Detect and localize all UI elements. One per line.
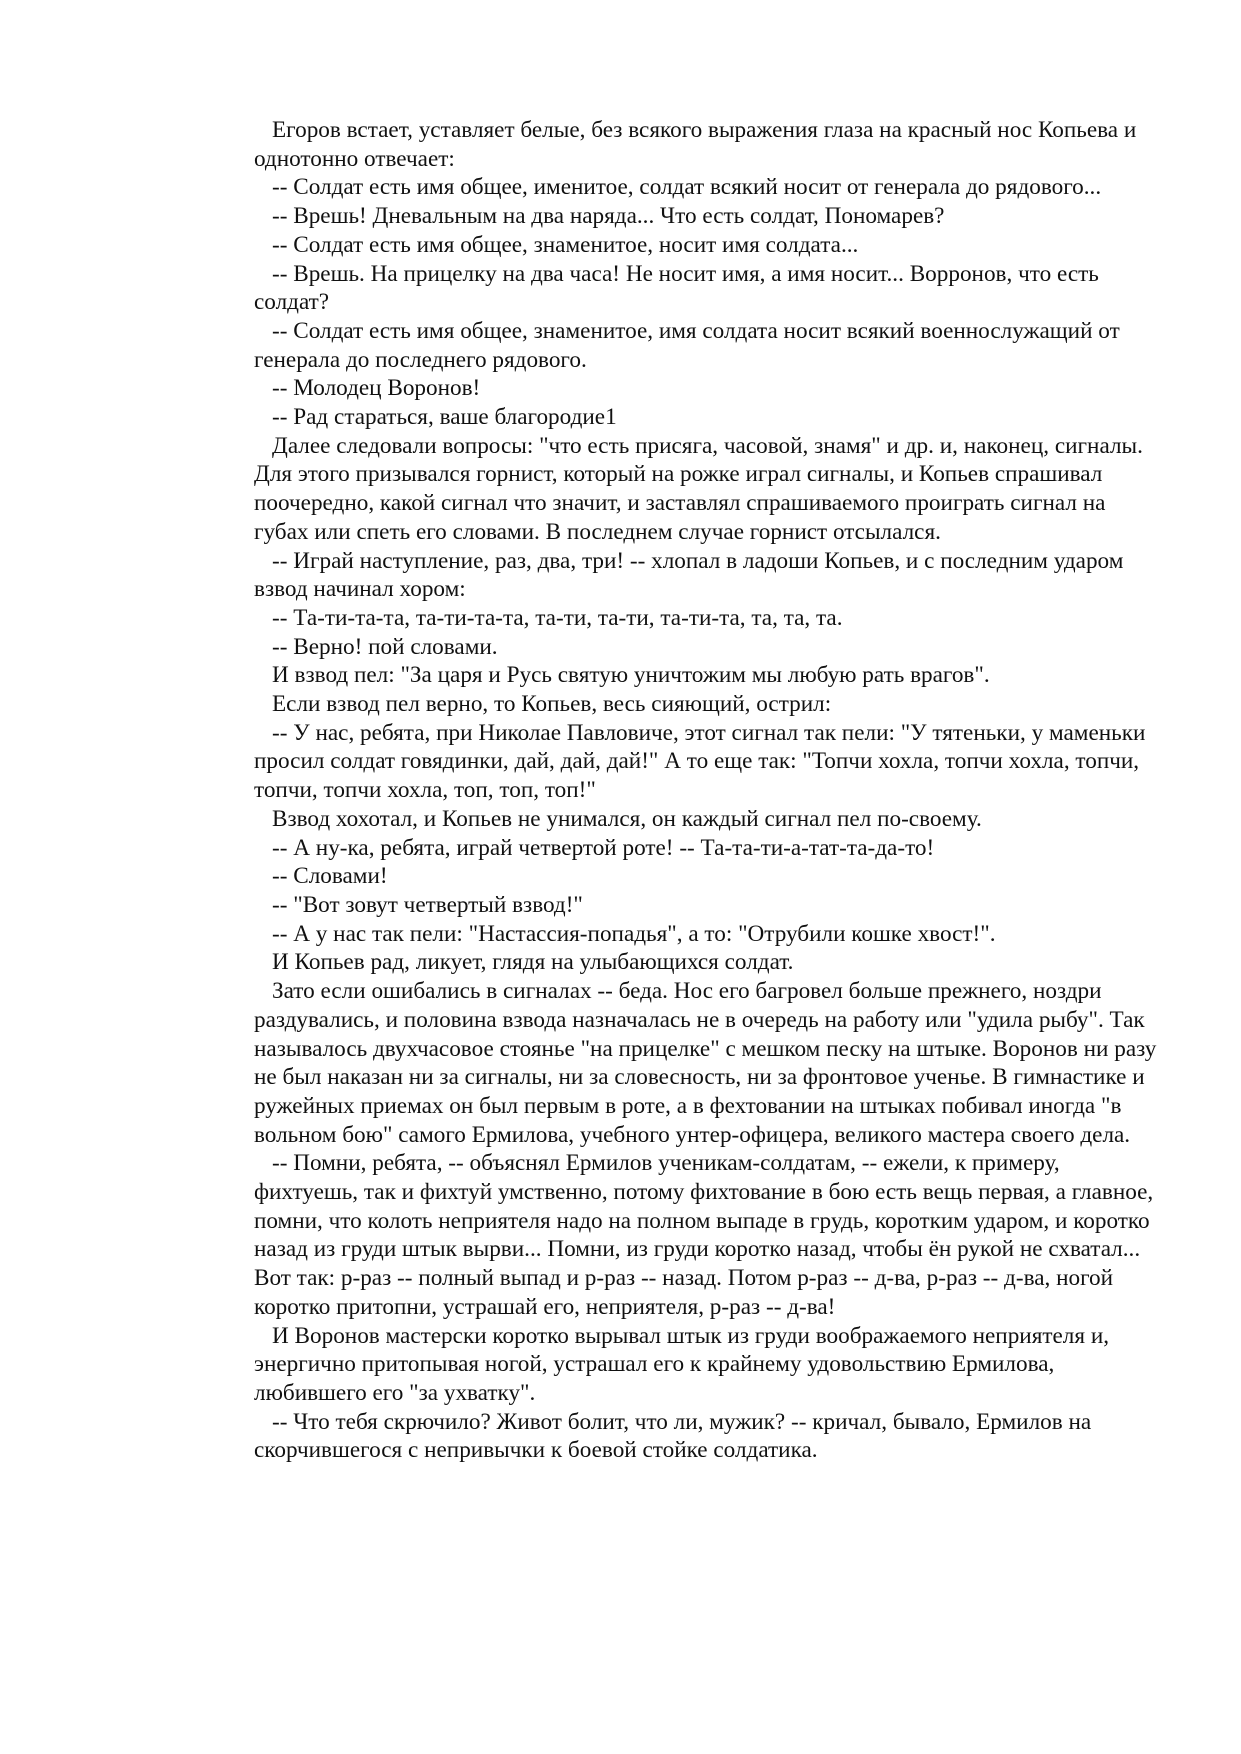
paragraph: И Копьев рад, ликует, глядя на улыбающихся солдат. bbox=[272, 949, 794, 976]
paragraph: -- Молодец Воронов! bbox=[272, 375, 481, 402]
document-page bbox=[254, 116, 1164, 1465]
paragraph: -- Солдат есть имя общее, знаменитое, носит имя солдата... bbox=[272, 231, 859, 258]
paragraph: Если взвод пел верно, то Копьев, весь сияющий, острил: bbox=[272, 691, 832, 718]
paragraph: -- А ну-ка, ребята, играй четвертой роте! -- Та-та-ти-а-тат-та-да-то! bbox=[272, 834, 935, 861]
paragraph: -- Помни, ребята, -- объяснял Ермилов ученикам-солдатам, -- ежели, к примеру, фихтуешь, так и фихтуй умственно, потому фихтование в бою есть вещь первая, а главное, помни, что колоть неприятеля надо на полном выпаде в грудь, коротким ударом, и коротко назад из груди штык вырви... Помни, из груди коротко назад, чтобы ён рукой не схватал... Вот так: р-раз -- полный выпад и р-раз -- назад. Потом р-раз -- д-ва, р-раз -- д-ва, ногой коротко притопни, устрашай его, неприятеля, р-раз -- д-ва! bbox=[254, 1150, 1154, 1320]
paragraph: Егоров встает, уставляет белые, без всякого выражения глаза на красный нос Копьева и однотонно отвечает: bbox=[254, 117, 1137, 172]
paragraph: -- А у нас так пели: "Настассия-попадья", а то: "Отрубили кошке хвост!". bbox=[272, 920, 996, 947]
paragraph: -- У нас, ребята, при Николае Павловиче, этот сигнал так пели: "У тятеньки, у маменьки просил солдат говядинки, дай, дай, дай!" А то еще так: "Топчи хохла, топчи хохла, топчи, топчи, топчи хохла, топ, топ, топ!" bbox=[254, 719, 1146, 804]
paragraph: -- Что тебя скрючило? Живот болит, что ли, мужик? -- кричал, бывало, Ермилов на скорчившегося с непривычки к боевой стойке солдатика. bbox=[254, 1408, 1092, 1464]
paragraph: -- Врешь. На прицелку на два часа! Не носит имя, а имя носит... Ворронов, что есть солдат? bbox=[254, 260, 1099, 316]
paragraph: -- Солдат есть имя общее, знаменитое, имя солдата носит всякий военнослужащий от генерала до последнего рядового. bbox=[254, 317, 1120, 373]
paragraph: -- Та-ти-та-та, та-ти-та-та, та-ти, та-ти, та-ти-та, та, та, та. bbox=[272, 604, 843, 631]
paragraph: -- Солдат есть имя общее, именитое, солдат всякий носит от генерала до рядового... bbox=[272, 174, 1102, 201]
paragraph: И взвод пел: "За царя и Русь святую уничтожим мы любую рать врагов". bbox=[272, 662, 990, 689]
paragraph: И Воронов мастерски коротко вырывал штык из груди воображаемого неприятеля и, энергично притопывая ногой, устрашал его к крайнему удовольствию Ермилова, любившего его "за ухватку". bbox=[254, 1322, 1110, 1406]
paragraph: -- "Вот зовут четвертый взвод!" bbox=[272, 891, 583, 918]
paragraph: Зато если ошибались в сигналах -- беда. Нос его багровел больше прежнего, ноздри раздувались, и половина взвода назначалась не в очередь на работу или "удила рыбу". Так называлось двухчасовое стоянье "на прицелке" с мешком песку на штыке. Воронов ни разу не был наказан ни за сигналы, ни за словесность, ни за фронтовое ученье. В гимнастике и ружейных приемах он был первым в роте, а в фехтовании на штыках побивал иногда "в вольном бою" самого Ермилова, учебного унтер-офицера, великого мастера своего дела. bbox=[254, 978, 1157, 1148]
paragraph: -- Рад стараться, ваше благородие1 bbox=[272, 404, 617, 431]
paragraph: -- Словами! bbox=[272, 863, 388, 890]
paragraph: Далее следовали вопросы: "что есть присяга, часовой, знамя" и др. и, наконец, сигналы. Для этого призывался горнист, который на рожке играл сигналы, и Копьев спрашивал поочередно, какой сигнал что значит, и заставлял спрашиваемого проиграть сигнал на губах или спеть его словами. В последнем случае горнист отсылался. bbox=[254, 432, 1143, 545]
paragraph: -- Верно! пой словами. bbox=[272, 633, 498, 660]
paragraph: Взвод хохотал, и Копьев не унимался, он каждый сигнал пел по-своему. bbox=[272, 805, 982, 832]
paragraph: -- Врешь! Дневальным на два наряда... Что есть солдат, Пономарев? bbox=[272, 203, 945, 230]
paragraph: -- Играй наступление, раз, два, три! -- хлопал в ладоши Копьев, и с последним ударом взвод начинал хором: bbox=[254, 547, 1124, 603]
